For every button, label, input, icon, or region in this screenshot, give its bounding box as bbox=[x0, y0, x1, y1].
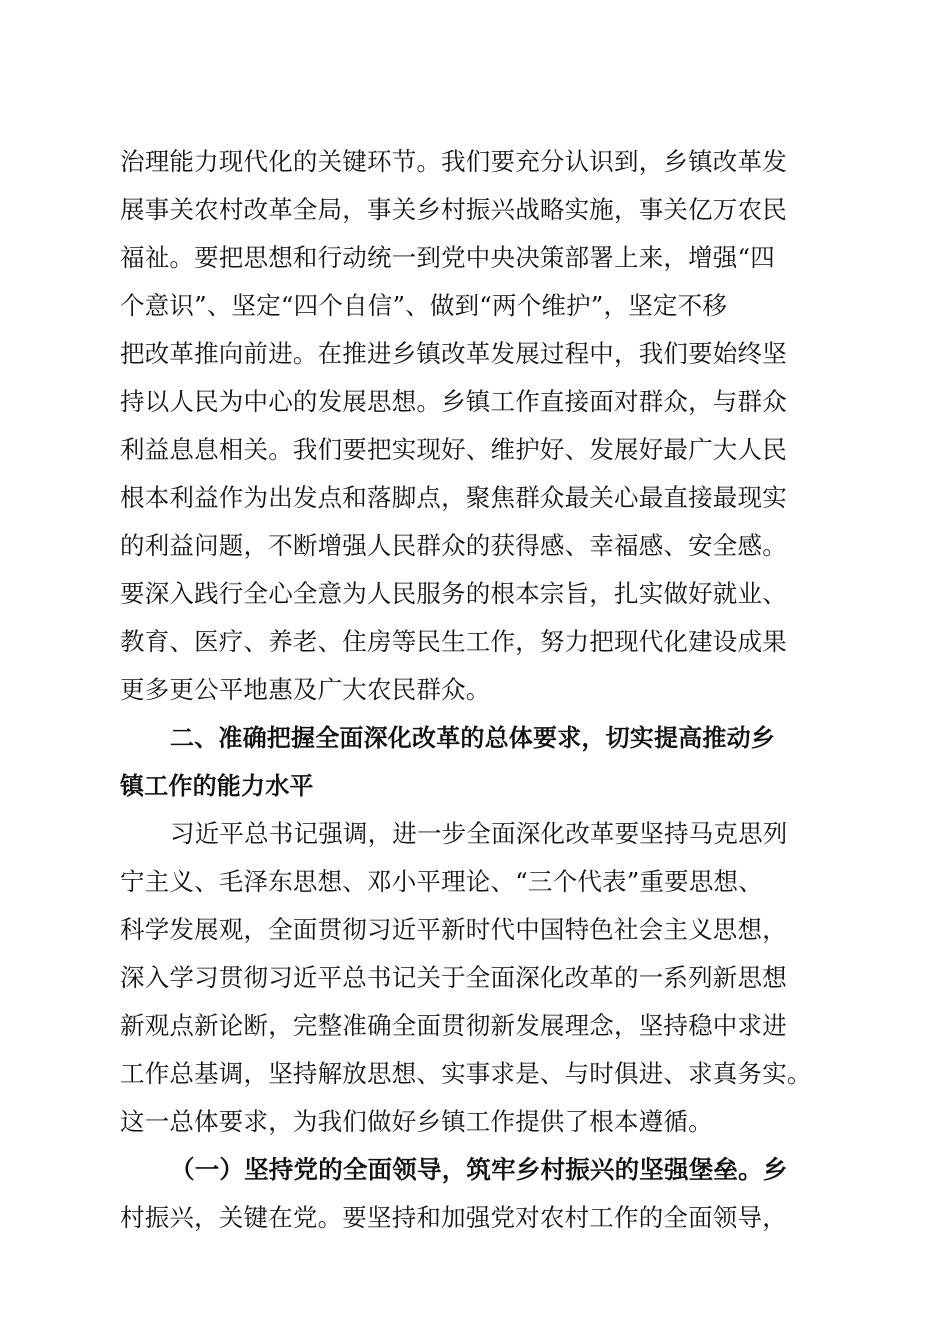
paragraph-line: 根本利益作为出发点和落脚点，聚焦群众最关心最直接最现实 bbox=[120, 483, 787, 512]
paragraph-line: 宁主义、毛泽东思想、邓小平理论、“三个代表”重要思想、 bbox=[120, 867, 763, 896]
subsection-heading-line: （一）坚持党的全面领导，筑牢乡村振兴的坚强堡垒。乡 bbox=[170, 1155, 788, 1184]
paragraph-line: 的利益问题，不断增强人民群众的获得感、幸福感、安全感。 bbox=[120, 531, 787, 560]
paragraph-line: 持以人民为中心的发展思想。乡镇工作直接面对群众，与群众 bbox=[120, 387, 787, 416]
section-heading: 镇工作的能力水平 bbox=[120, 772, 314, 800]
section-heading: 二、准确把握全面深化改革的总体要求，切实提高推动乡 bbox=[170, 724, 775, 752]
paragraph-line: 教育、医疗、养老、住房等民生工作，努力把现代化建设成果 bbox=[120, 627, 787, 656]
paragraph-line: 习近平总书记强调，进一步全面深化改革要坚持马克思列 bbox=[170, 819, 788, 848]
paragraph-line: 治理能力现代化的关键环节。我们要充分认识到，乡镇改革发 bbox=[120, 147, 787, 176]
paragraph-line: 福祉。要把思想和行动统一到党中央决策部署上来，增强“四 bbox=[120, 243, 775, 272]
paragraph-line: 村振兴，关键在党。要坚持和加强党对农村工作的全面领导， bbox=[120, 1203, 787, 1232]
paragraph-line: 要深入践行全心全意为人民服务的根本宗旨，扎实做好就业、 bbox=[120, 579, 787, 608]
paragraph-line: 工作总基调，坚持解放思想、实事求是、与时俱进、求真务实。 bbox=[120, 1059, 812, 1088]
paragraph-line: 新观点新论断，完整准确全面贯彻新发展理念，坚持稳中求进 bbox=[120, 1011, 787, 1040]
paragraph-line: 更多更公平地惠及广大农民群众。 bbox=[120, 675, 491, 704]
paragraph-line: 展事关农村改革全局，事关乡村振兴战略实施，事关亿万农民 bbox=[120, 195, 787, 224]
paragraph-line: 科学发展观，全面贯彻习近平新时代中国特色社会主义思想， bbox=[120, 915, 787, 944]
paragraph-line: 这一总体要求，为我们做好乡镇工作提供了根本遵循。 bbox=[120, 1107, 713, 1136]
paragraph-line: 深入学习贯彻习近平总书记关于全面深化改革的一系列新思想 bbox=[120, 963, 787, 992]
paragraph-line: 个意识”、坚定“四个自信”、做到“两个维护”，坚定不移 bbox=[120, 291, 728, 320]
paragraph-line: 把改革推向前进。在推进乡镇改革发展过程中，我们要始终坚 bbox=[120, 339, 787, 368]
paragraph-line: 利益息息相关。我们要把实现好、维护好、发展好最广大人民 bbox=[120, 435, 787, 464]
